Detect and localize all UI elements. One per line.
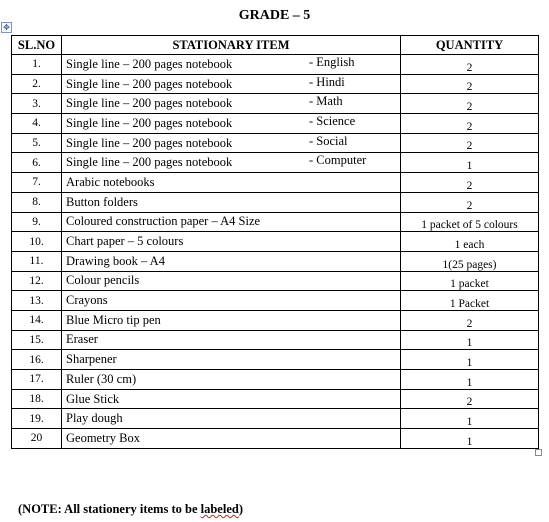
row-sl-no: 15. xyxy=(12,330,62,350)
row-quantity: 1 xyxy=(401,153,539,173)
table-row xyxy=(12,74,539,94)
row-sl-no: 12. xyxy=(12,271,62,291)
row-quantity: 1 packet xyxy=(401,271,539,291)
header-sl-no: SL.NO xyxy=(12,36,62,55)
row-quantity: 2 xyxy=(401,192,539,212)
row-sl-no: 7. xyxy=(12,173,62,193)
row-quantity: 2 xyxy=(401,114,539,134)
table-resize-handle-icon[interactable] xyxy=(535,449,542,456)
row-item-subject: - Social xyxy=(309,133,348,148)
row-item xyxy=(62,291,401,311)
row-item xyxy=(62,251,401,271)
row-item-name: Chart paper – 5 colours xyxy=(66,234,184,249)
row-item xyxy=(62,212,401,232)
table-header-row xyxy=(12,36,539,55)
row-quantity: 2 xyxy=(401,133,539,153)
table-row xyxy=(12,310,539,330)
row-item xyxy=(62,409,401,429)
row-sl-no: 13. xyxy=(12,291,62,311)
row-sl-no: 14. xyxy=(12,310,62,330)
note-text xyxy=(18,502,243,517)
table-row xyxy=(12,232,539,252)
table-row xyxy=(12,271,539,291)
row-sl-no: 5. xyxy=(12,133,62,153)
row-sl-no: 1. xyxy=(12,55,62,75)
table-row xyxy=(12,153,539,173)
row-item-name: Blue Micro tip pen xyxy=(66,312,161,327)
row-item-name: Button folders xyxy=(66,194,138,209)
row-quantity: 2 xyxy=(401,94,539,114)
row-sl-no: 8. xyxy=(12,192,62,212)
table-move-handle-icon[interactable]: ✥ xyxy=(1,22,12,33)
row-quantity: 1 xyxy=(401,409,539,429)
row-item-name: Play dough xyxy=(66,411,123,426)
note-flagged-word: labeled xyxy=(200,502,239,516)
table-row xyxy=(12,173,539,193)
row-item xyxy=(62,370,401,390)
note-suffix: ) xyxy=(238,502,243,516)
row-item-subject: - Math xyxy=(309,94,343,109)
row-sl-no: 16. xyxy=(12,350,62,370)
row-item-name: Drawing book – A4 xyxy=(66,253,165,268)
row-item xyxy=(62,55,401,75)
row-item-subject: - English xyxy=(309,55,355,69)
header-stationary-item: STATIONARY ITEM xyxy=(62,36,401,55)
header-quantity: QUANTITY xyxy=(401,36,539,55)
row-quantity: 1 xyxy=(401,330,539,350)
row-item xyxy=(62,350,401,370)
table-row xyxy=(12,370,539,390)
row-sl-no: 11. xyxy=(12,251,62,271)
row-item-name: Eraser xyxy=(66,332,98,347)
row-sl-no: 19. xyxy=(12,409,62,429)
row-item-name: Colour pencils xyxy=(66,273,140,288)
row-item xyxy=(62,94,401,114)
row-item xyxy=(62,153,401,173)
row-quantity: 1 xyxy=(401,370,539,390)
row-item xyxy=(62,173,401,193)
row-quantity: 1(25 pages) xyxy=(401,251,539,271)
row-sl-no: 10. xyxy=(12,232,62,252)
row-sl-no: 6. xyxy=(12,153,62,173)
row-item-name: Single line – 200 pages notebook xyxy=(66,56,233,71)
row-item-name: Coloured construction paper – A4 Size xyxy=(66,214,261,229)
row-item-name: Single line – 200 pages notebook xyxy=(66,96,233,111)
table-row xyxy=(12,251,539,271)
row-item-subject: - Science xyxy=(309,114,356,129)
row-item xyxy=(62,429,401,449)
row-item-name: Sharpener xyxy=(66,352,117,367)
table-row xyxy=(12,55,539,75)
table-row xyxy=(12,291,539,311)
row-quantity: 1 xyxy=(401,350,539,370)
table-row xyxy=(12,429,539,449)
row-item xyxy=(62,389,401,409)
row-quantity: 2 xyxy=(401,310,539,330)
row-item-name: Arabic notebooks xyxy=(66,174,155,189)
row-item xyxy=(62,310,401,330)
table-row xyxy=(12,114,539,134)
row-item-name: Single line – 200 pages notebook xyxy=(66,76,233,91)
row-sl-no: 2. xyxy=(12,74,62,94)
stationery-table xyxy=(11,35,539,449)
note-prefix: (NOTE: All stationery items to be xyxy=(18,502,201,516)
row-item-name: Single line – 200 pages notebook xyxy=(66,155,233,170)
table-row xyxy=(12,212,539,232)
table-row xyxy=(12,330,539,350)
row-sl-no: 18. xyxy=(12,389,62,409)
row-item xyxy=(62,133,401,153)
row-item xyxy=(62,114,401,134)
table-row xyxy=(12,389,539,409)
row-item xyxy=(62,74,401,94)
table-row xyxy=(12,409,539,429)
row-quantity: 1 xyxy=(401,429,539,449)
row-quantity: 2 xyxy=(401,389,539,409)
table-row xyxy=(12,192,539,212)
row-item xyxy=(62,192,401,212)
row-sl-no: 9. xyxy=(12,212,62,232)
row-item-name: Crayons xyxy=(66,293,108,308)
row-item-name: Ruler (30 cm) xyxy=(66,371,137,386)
row-item-name: Single line – 200 pages notebook xyxy=(66,115,233,130)
table-row xyxy=(12,133,539,153)
row-item-subject: - Computer xyxy=(309,153,367,168)
row-quantity: 2 xyxy=(401,74,539,94)
row-item-name: Glue Stick xyxy=(66,391,120,406)
row-quantity: 1 each xyxy=(401,232,539,252)
table-row xyxy=(12,94,539,114)
row-item xyxy=(62,271,401,291)
row-quantity: 1 Packet xyxy=(401,291,539,311)
row-item-name: Single line – 200 pages notebook xyxy=(66,135,233,150)
row-item xyxy=(62,232,401,252)
grade-title: GRADE – 5 xyxy=(238,8,311,23)
row-quantity: 2 xyxy=(401,55,539,75)
row-sl-no: 20 xyxy=(12,429,62,449)
row-quantity: 2 xyxy=(401,173,539,193)
row-item-name: Geometry Box xyxy=(66,430,140,445)
table-row xyxy=(12,350,539,370)
row-sl-no: 4. xyxy=(12,114,62,134)
row-quantity: 1 packet of 5 colours xyxy=(401,212,539,232)
row-sl-no: 3. xyxy=(12,94,62,114)
row-item-subject: - Hindi xyxy=(309,74,345,89)
row-sl-no: 17. xyxy=(12,370,62,390)
row-item xyxy=(62,330,401,350)
